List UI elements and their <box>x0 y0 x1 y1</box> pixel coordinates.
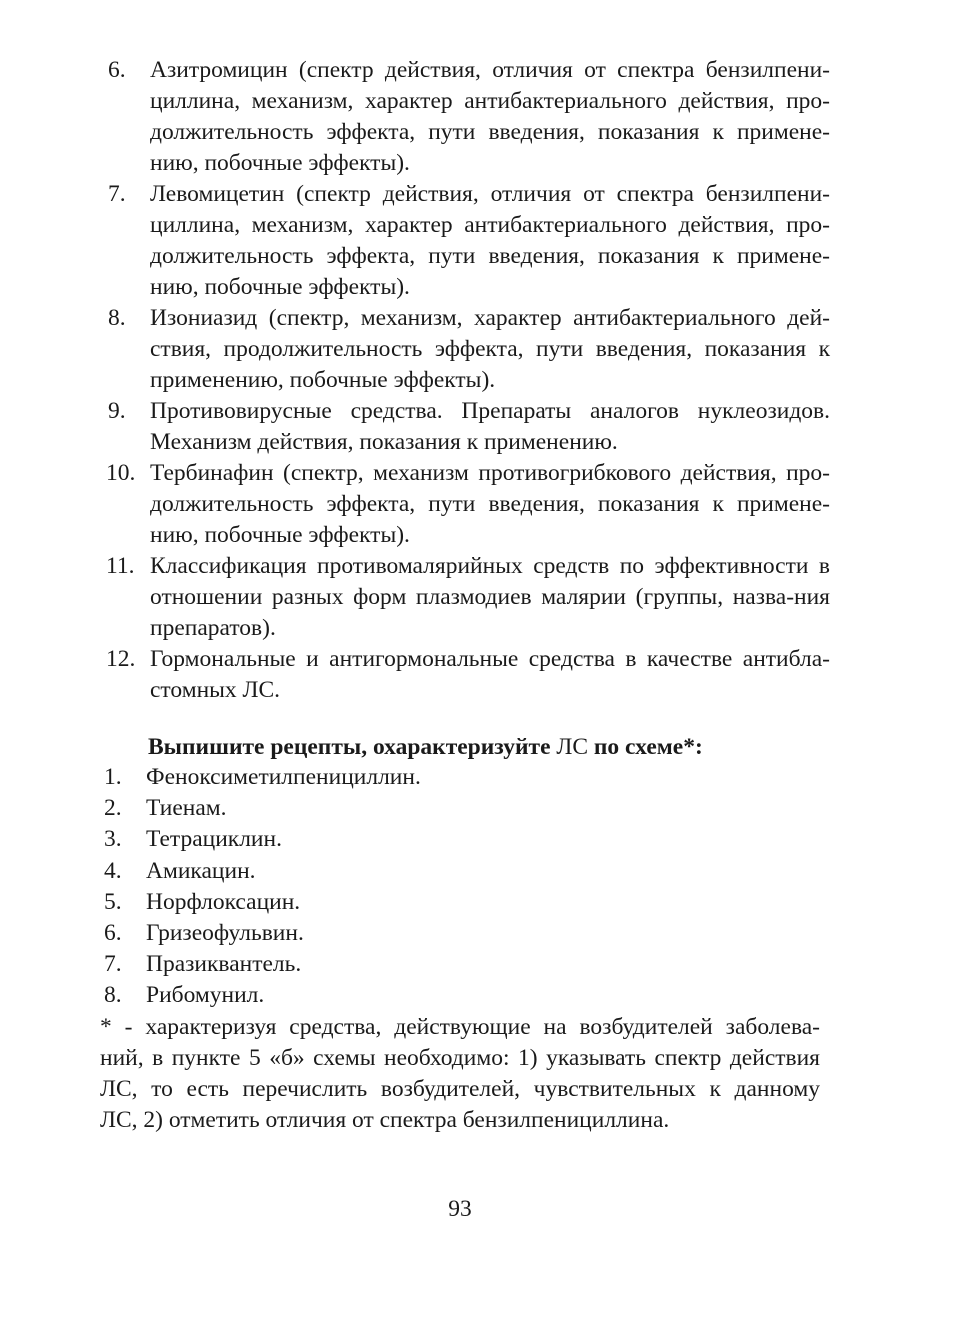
list-item <box>100 856 830 887</box>
prescription-list <box>100 762 830 1012</box>
item-text: Противовирусные средства. Препараты аналогов нуклеозидов. Механизм действия, показания к применению. <box>150 398 830 455</box>
item-number: 8. <box>104 982 122 1009</box>
item-text: Гризеофульвин. <box>146 920 304 947</box>
item-text: Изониазид (спектр, механизм, характер антибактериального дей-ствия, продолжительность эффекта, пути введения, показания к применению, побочные эффекты). <box>150 305 830 393</box>
item-text: Тербинафин (спектр, механизм противогрибкового действия, про-должительность эффекта, пути введения, показания к примене-нию, побочные эффекты). <box>150 460 830 548</box>
section-heading <box>148 732 703 763</box>
list-item <box>100 918 830 949</box>
item-number: 4. <box>104 857 122 884</box>
item-number: 6. <box>108 57 126 83</box>
list-item <box>100 551 830 644</box>
page-number: 93 <box>448 1196 472 1222</box>
item-number: 6. <box>104 920 122 947</box>
item-text: Амикацин. <box>146 857 256 884</box>
question-list <box>100 55 830 706</box>
item-text: Азитромицин (спектр действия, отличия от спектра бензилпени-циллина, механизм, характер антибактериального действия, про-должительность эффекта, пути введения, показания к примене-нию, побочные эффекты). <box>150 57 830 176</box>
item-text: Норфлоксацин. <box>146 888 301 915</box>
heading-part: ЛС <box>556 734 588 760</box>
item-text: Рибомунил. <box>146 982 265 1009</box>
item-text: Тетрациклин. <box>146 826 282 853</box>
list-item <box>100 396 830 458</box>
list-item <box>100 303 830 396</box>
list-item <box>100 458 830 551</box>
item-number: 1. <box>104 764 122 790</box>
item-number: 3. <box>104 826 122 853</box>
footnote-line: ЛС, то есть перечислить возбудителей, чувствительных к данному <box>100 1076 820 1102</box>
list-item <box>100 179 830 303</box>
list-item <box>100 55 830 179</box>
list-item <box>100 824 830 855</box>
heading-part: Выпишите рецепты, охарактеризуйте <box>148 734 551 760</box>
list-item <box>100 980 830 1011</box>
list-item <box>100 949 830 980</box>
list-item <box>100 762 830 793</box>
item-text: Гормональные и антигормональные средства в качестве антибла-стомных ЛС. <box>150 646 830 703</box>
item-text: Празиквантель. <box>146 951 302 978</box>
item-number: 7. <box>108 181 126 207</box>
item-number: 11. <box>106 553 135 579</box>
item-text: Тиенам. <box>146 795 227 822</box>
item-text: Феноксиметилпенициллин. <box>146 764 421 790</box>
item-text: Классификация противомалярийных средств по эффективности в отношении разных форм плазмодиев малярии (группы, назва-ния препаратов). <box>150 553 830 641</box>
footnote <box>100 1012 820 1136</box>
footnote-line: * - характеризуя средства, действующие на возбудителей заболева- <box>100 1014 820 1040</box>
list-item <box>100 644 830 706</box>
footnote-line: ЛС, 2) отметить отличия от спектра бензилпенициллина. <box>100 1107 670 1133</box>
list-item <box>100 887 830 918</box>
footnote-line: ний, в пункте 5 «б» схемы необходимо: 1) указывать спектр действия <box>100 1045 820 1071</box>
item-text: Левомицетин (спектр действия, отличия от спектра бензилпени-циллина, механизм, характер антибактериального действия, про-должительность эффекта, пути введения, показания к примене-нию, побочные эффекты). <box>150 181 830 300</box>
item-number: 8. <box>108 305 126 331</box>
item-number: 10. <box>106 460 136 486</box>
item-number: 12. <box>106 646 136 672</box>
item-number: 5. <box>104 888 122 915</box>
item-number: 9. <box>108 398 126 424</box>
heading-part: по схеме*: <box>593 734 703 760</box>
list-item <box>100 793 830 824</box>
item-number: 2. <box>104 795 122 822</box>
item-number: 7. <box>104 951 122 978</box>
